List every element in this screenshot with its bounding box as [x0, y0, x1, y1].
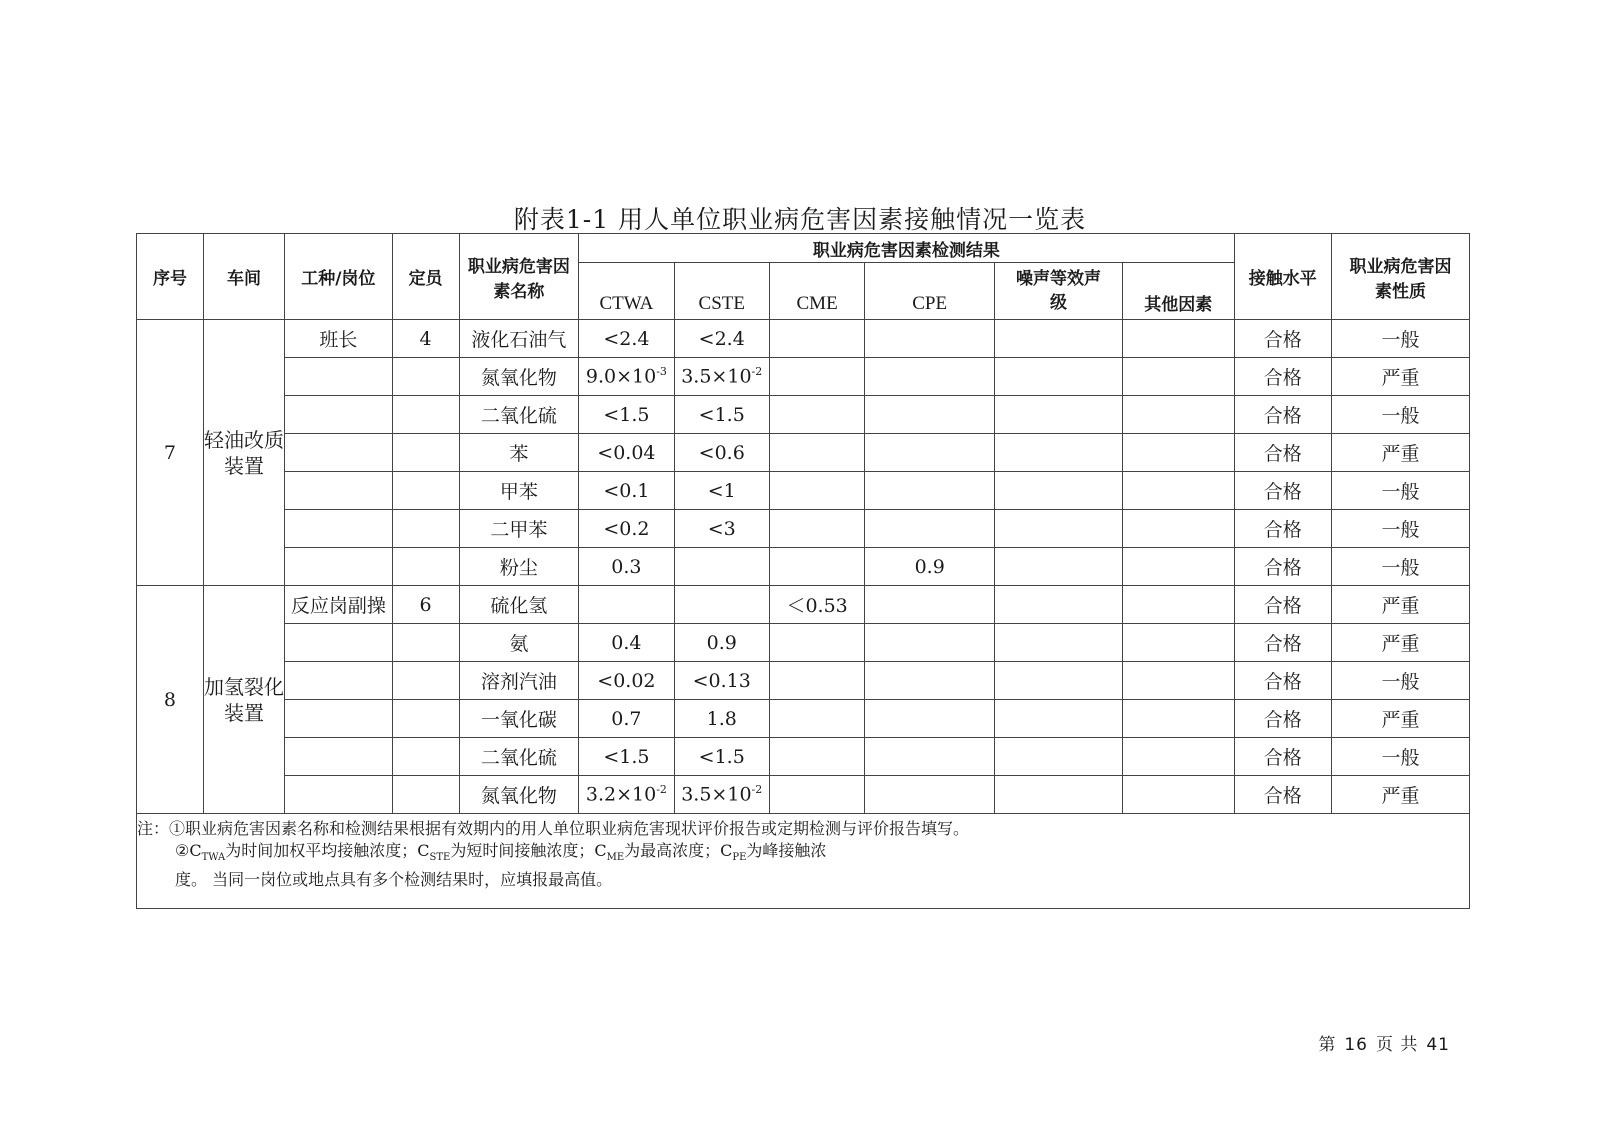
- cell-nature: 一般: [1331, 548, 1469, 586]
- cell-cme: [769, 624, 864, 662]
- cell-cme: [769, 548, 864, 586]
- table-row: [137, 586, 1470, 624]
- cell-ctwa: 0.7: [579, 700, 674, 738]
- cell-factor: 氨: [459, 624, 579, 662]
- cell-position: [285, 738, 393, 776]
- footer-di: 第: [1318, 1035, 1337, 1055]
- cell-cpe: [865, 700, 995, 738]
- cell-nature: 严重: [1331, 776, 1469, 814]
- header-factor: 职业病危害因素名称: [459, 234, 579, 320]
- cell-staff: [392, 358, 459, 396]
- table-row: [137, 358, 1470, 396]
- cell-position: 班长: [285, 320, 393, 358]
- cell-exposure: 合格: [1234, 700, 1331, 738]
- footer-page-number: 16: [1344, 1035, 1368, 1055]
- cell-factor: 苯: [459, 434, 579, 472]
- header-nature: 职业病危害因素性质: [1331, 234, 1469, 320]
- cell-nature: 一般: [1331, 510, 1469, 548]
- group-seq: 8: [137, 586, 204, 814]
- header-workshop: 车间: [203, 234, 284, 320]
- cell-factor: 一氧化碳: [459, 700, 579, 738]
- cell-other: [1122, 662, 1234, 700]
- cell-cme: [769, 434, 864, 472]
- header-exposure: 接触水平: [1234, 234, 1331, 320]
- cell-staff: 6: [392, 586, 459, 624]
- table-row: [137, 472, 1470, 510]
- cell-cste: <2.4: [674, 320, 769, 358]
- page-title: 附表1-1 用人单位职业病危害因素接触情况一览表: [513, 205, 1087, 234]
- cell-cste: <1: [674, 472, 769, 510]
- cell-factor: 粉尘: [459, 548, 579, 586]
- note-line-1: 注：①职业病危害因素名称和检测结果根据有效期内的用人单位职业病危害现状评价报告或定期检测与评价报告填写。: [137, 819, 970, 838]
- cell-factor: 氮氧化物: [459, 358, 579, 396]
- cell-other: [1122, 320, 1234, 358]
- note-line-2: $②C_{TWA}$为时间加权平均接触浓度；$C_{STE}$为短时间接触浓度；$C_{ME}$为最高浓度；$C_{PE}$为峰接触浓: [175, 841, 827, 864]
- table-row: [137, 434, 1470, 472]
- cell-exposure: 合格: [1234, 434, 1331, 472]
- cell-position: [285, 662, 393, 700]
- table-row: [137, 700, 1470, 738]
- header-cste: CSTE: [674, 263, 769, 320]
- cell-ctwa: $3.2\times 10^{-2}$: [579, 776, 674, 814]
- cell-ctwa: <0.2: [579, 510, 674, 548]
- cell-staff: [392, 700, 459, 738]
- cell-noise: [995, 396, 1123, 434]
- page-footer: [1318, 1030, 1450, 1055]
- table-body: [137, 320, 1470, 814]
- cell-exposure: 合格: [1234, 510, 1331, 548]
- cell-noise: [995, 510, 1123, 548]
- header-noise: 噪声等效声级: [995, 263, 1123, 320]
- cell-noise: [995, 624, 1123, 662]
- cell-factor: 氮氧化物: [459, 776, 579, 814]
- header-cme: CME: [769, 263, 864, 320]
- cell-nature: 严重: [1331, 624, 1469, 662]
- cell-exposure: 合格: [1234, 472, 1331, 510]
- group-workshop: 加氢裂化装置: [203, 586, 284, 814]
- cell-position: [285, 510, 393, 548]
- cell-cpe: [865, 472, 995, 510]
- table-row: [137, 776, 1470, 814]
- cell-cpe: [865, 510, 995, 548]
- cell-nature: 一般: [1331, 320, 1469, 358]
- cell-staff: [392, 624, 459, 662]
- notes: [137, 814, 1470, 909]
- cell-cste: <1.5: [674, 396, 769, 434]
- cell-cme: [769, 510, 864, 548]
- cell-position: [285, 548, 393, 586]
- cell-staff: [392, 776, 459, 814]
- cell-noise: [995, 548, 1123, 586]
- cell-cme: ＜0.53: [769, 586, 864, 624]
- header-staff: 定员: [392, 234, 459, 320]
- header-position: 工种/岗位: [285, 234, 393, 320]
- cell-exposure: 合格: [1234, 738, 1331, 776]
- header-ctwa: CTWA: [579, 263, 674, 320]
- cell-nature: 一般: [1331, 472, 1469, 510]
- cell-other: [1122, 510, 1234, 548]
- header-other: 其他因素: [1122, 263, 1234, 320]
- cell-cste: <1.5: [674, 738, 769, 776]
- table-row: [137, 510, 1470, 548]
- cell-nature: 一般: [1331, 396, 1469, 434]
- cell-cme: [769, 700, 864, 738]
- cell-cme: [769, 358, 864, 396]
- cell-nature: 严重: [1331, 700, 1469, 738]
- cell-staff: [392, 510, 459, 548]
- cell-factor: 二甲苯: [459, 510, 579, 548]
- cell-factor: 硫化氢: [459, 586, 579, 624]
- cell-noise: [995, 776, 1123, 814]
- cell-position: 反应岗副操: [285, 586, 393, 624]
- cell-cme: [769, 738, 864, 776]
- cell-ctwa: $9.0\times 10^{-3}$: [579, 358, 674, 396]
- cell-other: [1122, 738, 1234, 776]
- header-seq: 序号: [137, 234, 204, 320]
- cell-cste: [674, 548, 769, 586]
- cell-nature: 一般: [1331, 738, 1469, 776]
- cell-exposure: 合格: [1234, 776, 1331, 814]
- cell-factor: 溶剂汽油: [459, 662, 579, 700]
- cell-cste: <0.13: [674, 662, 769, 700]
- cell-other: [1122, 700, 1234, 738]
- footer-ye-gong: 页 共: [1375, 1035, 1419, 1055]
- cell-noise: [995, 358, 1123, 396]
- exposure-table: [136, 233, 1470, 909]
- cell-noise: [995, 700, 1123, 738]
- cell-factor: 二氧化硫: [459, 738, 579, 776]
- cell-exposure: 合格: [1234, 358, 1331, 396]
- cell-exposure: 合格: [1234, 586, 1331, 624]
- table-row: [137, 548, 1470, 586]
- cell-cpe: [865, 586, 995, 624]
- cell-other: [1122, 472, 1234, 510]
- cell-cpe: [865, 320, 995, 358]
- cell-cste: <3: [674, 510, 769, 548]
- cell-factor: 液化石油气: [459, 320, 579, 358]
- cell-staff: [392, 472, 459, 510]
- cell-ctwa: <0.1: [579, 472, 674, 510]
- cell-noise: [995, 662, 1123, 700]
- cell-other: [1122, 624, 1234, 662]
- cell-exposure: 合格: [1234, 396, 1331, 434]
- cell-staff: [392, 738, 459, 776]
- cell-ctwa: <2.4: [579, 320, 674, 358]
- cell-cme: [769, 320, 864, 358]
- cell-noise: [995, 434, 1123, 472]
- cell-position: [285, 434, 393, 472]
- cell-nature: 一般: [1331, 662, 1469, 700]
- cell-position: [285, 776, 393, 814]
- footer-total-pages: 41: [1426, 1035, 1450, 1055]
- cell-position: [285, 624, 393, 662]
- cell-staff: [392, 396, 459, 434]
- cell-ctwa: <1.5: [579, 738, 674, 776]
- cell-other: [1122, 434, 1234, 472]
- cell-cpe: [865, 396, 995, 434]
- cell-noise: [995, 586, 1123, 624]
- cell-exposure: 合格: [1234, 548, 1331, 586]
- cell-position: [285, 396, 393, 434]
- group-workshop: 轻油改质装置: [203, 320, 284, 586]
- cell-noise: [995, 472, 1123, 510]
- cell-cpe: [865, 738, 995, 776]
- cell-cme: [769, 776, 864, 814]
- cell-other: [1122, 586, 1234, 624]
- cell-position: [285, 472, 393, 510]
- table-row: [137, 396, 1470, 434]
- cell-cme: [769, 662, 864, 700]
- cell-cste: <0.6: [674, 434, 769, 472]
- cell-exposure: 合格: [1234, 662, 1331, 700]
- cell-other: [1122, 776, 1234, 814]
- cell-ctwa: 0.4: [579, 624, 674, 662]
- table-row: [137, 662, 1470, 700]
- cell-cpe: [865, 662, 995, 700]
- cell-position: [285, 358, 393, 396]
- cell-staff: [392, 662, 459, 700]
- cell-cste: 1.8: [674, 700, 769, 738]
- cell-nature: 严重: [1331, 358, 1469, 396]
- table-row: [137, 624, 1470, 662]
- cell-cste: 0.9: [674, 624, 769, 662]
- cell-exposure: 合格: [1234, 320, 1331, 358]
- cell-ctwa: <0.04: [579, 434, 674, 472]
- header-results-group: 职业病危害因素检测结果: [579, 234, 1234, 263]
- cell-noise: [995, 320, 1123, 358]
- cell-ctwa: 0.3: [579, 548, 674, 586]
- group-seq: 7: [137, 320, 204, 586]
- cell-nature: 严重: [1331, 434, 1469, 472]
- cell-cste: [674, 586, 769, 624]
- cell-cpe: [865, 776, 995, 814]
- cell-ctwa: [579, 586, 674, 624]
- cell-factor: 甲苯: [459, 472, 579, 510]
- cell-staff: [392, 434, 459, 472]
- cell-cme: [769, 396, 864, 434]
- cell-cpe: 0.9: [865, 548, 995, 586]
- cell-other: [1122, 396, 1234, 434]
- cell-cme: [769, 472, 864, 510]
- cell-staff: [392, 548, 459, 586]
- cell-ctwa: <1.5: [579, 396, 674, 434]
- cell-nature: 严重: [1331, 586, 1469, 624]
- cell-position: [285, 700, 393, 738]
- header-cpe: CPE: [865, 263, 995, 320]
- table-row: [137, 738, 1470, 776]
- cell-noise: [995, 738, 1123, 776]
- cell-other: [1122, 358, 1234, 396]
- cell-cpe: [865, 358, 995, 396]
- cell-exposure: 合格: [1234, 624, 1331, 662]
- cell-cpe: [865, 434, 995, 472]
- cell-cpe: [865, 624, 995, 662]
- cell-factor: 二氧化硫: [459, 396, 579, 434]
- cell-cste: $3.5\times 10^{-2}$: [674, 776, 769, 814]
- cell-cste: $3.5\times 10^{-2}$: [674, 358, 769, 396]
- note-line-3: 度。 当同一岗位或地点具有多个检测结果时，应填报最高值。: [175, 870, 613, 890]
- table-row: [137, 320, 1470, 358]
- cell-staff: 4: [392, 320, 459, 358]
- cell-other: [1122, 548, 1234, 586]
- cell-ctwa: <0.02: [579, 662, 674, 700]
